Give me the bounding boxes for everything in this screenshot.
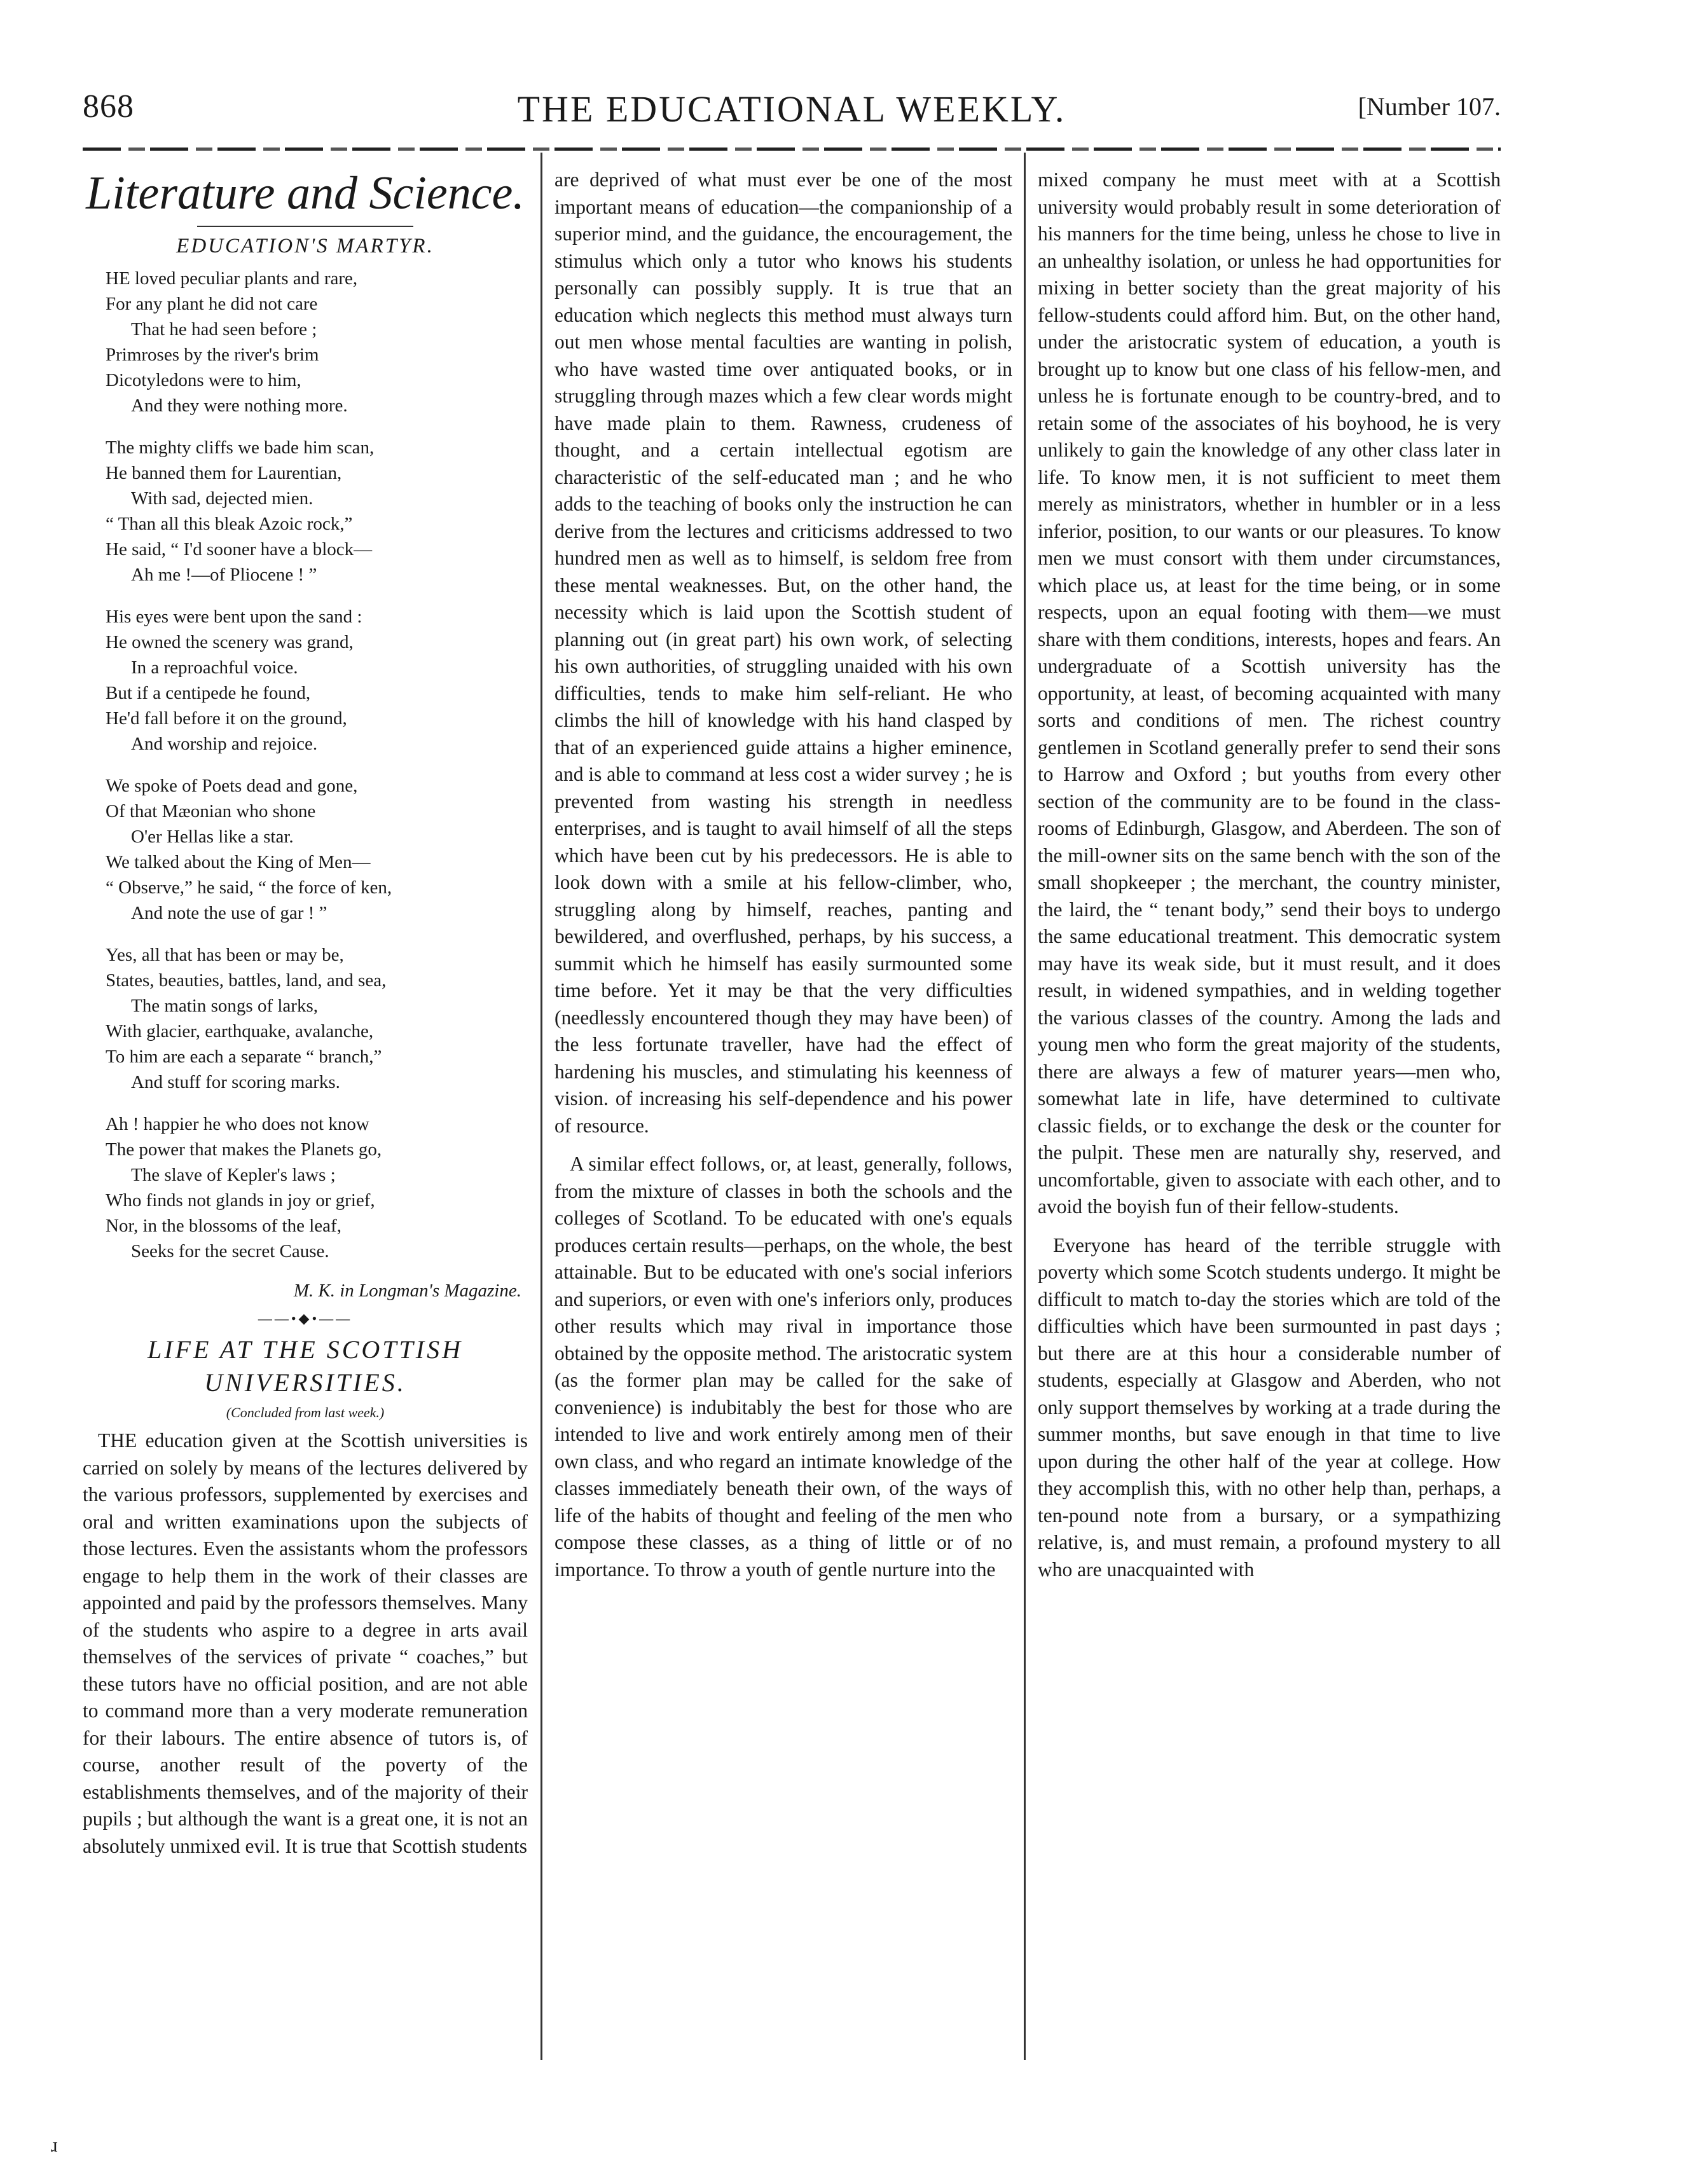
poem-line: “ Than all this bleak Azoic rock,” [106, 514, 353, 534]
section-title: Literature and Science. [86, 167, 525, 219]
ornament-divider: ——•◆•—— [258, 1310, 353, 1326]
poem-line: He said, “ I'd sooner have a block— [106, 539, 373, 560]
page-number: 868 [83, 88, 134, 125]
poem-line: He banned them for Laurentian, [106, 463, 342, 483]
column-2 [554, 167, 1012, 2068]
article-paragraph: Everyone has heard of the terrible struggle with poverty which some Scotch students undergo. It might be difficult to match to-day the stories which are told of the difficulties which have been surmounted in past days ; but there are at this hour a considerable number of students, especially at Glasgow and Aberden, who not only support themselves by working at a trade during the summer months, but save enough in that time to live upon during the other half of the year at college. How they accomplish this, with no other help than, perhaps, a ten-pound note from a bursary, or a sympathizing relative, is, and must remain, a profound mystery to all who are unacquainted with [1038, 1233, 1501, 1581]
poem-line: “ Observe,” he said, “ the force of ken, [106, 877, 392, 898]
poem-line: Primroses by the river's brim [106, 345, 319, 365]
poem-line: And note the use of gar ! ” [131, 903, 327, 923]
poem-line: Of that Mæonian who shone [106, 801, 316, 821]
poem-line: That he had seen before ; [131, 319, 317, 340]
poem-line: He'd fall before it on the ground, [106, 708, 347, 729]
poem-stanza [106, 942, 528, 1095]
poem-title: EDUCATION'S MARTYR. [176, 235, 434, 258]
issue-number: [Number 107. [1358, 92, 1501, 121]
article-paragraph: A similar effect follows, or, at least, generally, follows, from the mixture of classes in both the schools and the colleges of Scotland. To be educated with one's equals produces certain results—perhaps, on the whole, the best attainable. But to be educated with one's social inferiors and superiors, or even with one's inferiors only, produces other results which may rival in importance those obtained by the opposite method. The aristocratic system (as the former plan may be called for the sake of convenience) is indubitably the best for those who are intended to live and work entirely among men of their own class, and who regard an intimate knowledge of the classes immediately beneath their own, of the ways of life of the habits of thought and feeling of the men who compose these classes, as a thing of little or of no importance. To throw a youth of gentle nurture into the [554, 1153, 1012, 1581]
column-divider [1024, 153, 1026, 2060]
poem-line: We spoke of Poets dead and gone, [106, 776, 358, 796]
poem-line: Nor, in the blossoms of the leaf, [106, 1216, 341, 1236]
poem-line: Ah ! happier he who does not know [106, 1114, 369, 1134]
poem-line: O'er Hellas like a star. [131, 827, 294, 847]
poem-line: But if a centipede he found, [106, 683, 311, 703]
poem-line: For any plant he did not care [106, 294, 318, 314]
column-3 [1038, 167, 1501, 2068]
poem-line: The mighty cliffs we bade him scan, [106, 437, 375, 458]
poem-line: And they were nothing more. [131, 395, 348, 416]
journal-title: THE EDUCATIONAL WEEKLY. [517, 88, 1066, 130]
stray-mark: ɹ [51, 2133, 58, 2156]
poem-stanza [106, 266, 528, 418]
article-paragraph: THE education given at the Scottish universities is carried on solely by means of the lectures delivered by the various professors, supplemented by exercises and oral and written examinations upon the subjects of those lectures. Even the assistants whom the professors engage to help them in the work of their classes are appointed and paid by the professors themselves. Many of the students who aspire to a degree in arts avail themselves of the services of private “ coaches,” but these tutors have no official position, and are not able to command more than a very moderate remuneration for their labours. The entire absence of tutors is, of course, another result of the poverty of the establishments themselves, and of the majority of their pupils ; but although the want is a great one, it is not an absolutely unmixed evil. It is true that Scottish students [83, 1429, 528, 1857]
column-1 [83, 167, 528, 2068]
page-header [83, 88, 1501, 139]
poem-line: Dicotyledons were to him, [106, 370, 301, 390]
poem-attribution: M. K. in Longman's Magazine. [293, 1281, 521, 1301]
poem-line: HE loved peculiar plants and rare, [106, 268, 358, 289]
poem-line: The matin songs of larks, [131, 996, 318, 1016]
poem-line: The power that makes the Planets go, [106, 1139, 382, 1160]
poem-line: Seeks for the secret Cause. [131, 1241, 329, 1261]
poem-line: With glacier, earthquake, avalanche, [106, 1021, 374, 1041]
poem-line: To him are each a separate “ branch,” [106, 1047, 382, 1067]
column-divider [541, 153, 542, 2060]
poem-line: The slave of Kepler's laws ; [131, 1165, 336, 1185]
poem-line: Who finds not glands in joy or grief, [106, 1190, 375, 1211]
poem-line: In a reproachful voice. [131, 657, 298, 678]
article-paragraph: mixed company he must meet with at a Scottish university would probably result in some deterioration of his manners for the time being, unless he chose to live in an unhealthy isolation, or unless he had opportunities for mixing in better society than the great majority of his fellow-students could afford him. But, on the other hand, under the aristocratic system of education, a youth is brought up to know but one class of his fellow-men, and unless he is fortunate enough to be country-bred, and to retain some of the associates of his boyhood, he is very unlikely to gain the knowledge of any other class later in life. To know men, it is not sufficient to meet them merely as ministrators, whether in humbler or in a less inferior, position, to our wants or our pleasures. To know men we must consort with them under circumstances, which place us, at least for the time being, or in some respects, upon an equal footing with them—we must share with them conditions, interests, hopes and fears. An undergraduate of a Scottish university has the opportunity, at least, of becoming acquainted with many sorts and conditions of men. The richest country gentlemen in Scotland generally prefer to send their sons to Harrow and Oxford ; but youths from every other section of the community are to be found in the class-rooms of Edinburgh, Glasgow, and Aberdeen. The son of the mill-owner sits on the same bench with the son of the small shopkeeper ; the merchant, the country minister, the laird, the “ tenant body,” send their boys to undergo the same educational treatment. This democratic system may have its weak side, but it must result, and it does result, in widened sympathies, and in welding together the various classes of the country. Among the lads and young men who form the great majority of the students, there are always a few of maturer years—men who, somewhat late in life, have determined to cultivate classic fields, or to exchange the desk or the counter for the pulpit. These men are naturally shy, reserved, and uncomfortable, given to associate with each other, and to avoid the boyish fun of their fellow-students. [1038, 168, 1501, 1218]
poem-line: Yes, all that has been or may be, [106, 945, 344, 965]
poem-line: His eyes were bent upon the sand : [106, 607, 362, 627]
poem-stanza [106, 773, 528, 926]
poem-line: We talked about the King of Men— [106, 852, 371, 872]
article-title: LIFE AT THE SCOTTISH UNIVERSITIES. [147, 1335, 463, 1397]
section-rule [197, 226, 413, 227]
poem-line: Ah me !—of Pliocene ! ” [131, 565, 317, 585]
poem-stanza [106, 435, 528, 587]
poem-stanza [106, 604, 528, 757]
poem-line: He owned the scenery was grand, [106, 632, 354, 652]
poem-stanza [106, 1111, 528, 1264]
article-paragraph: are deprived of what must ever be one of the most important means of education—the companionship of a superior mind, and the guidance, the encouragement, the stimulus which only a tutor who knows his students personally can possibly supply. It is true that an education which neglects this method must always turn out men whose mental faculties are wanting in polish, who have wasted time over antiquated books, or in struggling through mazes which a few clear words might have made plain to them. Rawness, crudeness of thought, and a certain intellectual egotism are characteristic of the self-educated man ; and he who adds to the teaching of books only the instruction he can derive from the lectures and criticisms addressed to two hundred men as well as to himself, is seldom free from these mental weaknesses. But, on the other hand, the necessity which is laid upon the Scottish student of planning out (in great part) his own work, of selecting his own authorities, of struggling unaided with his own difficulties, tends to make him self-reliant. He who climbs the hill of knowledge with his hand clasped by that of an experienced guide attains a higher eminence, and is able to command at less cost a wider survey ; he is prevented from wasting his strength in needless enterprises, and is taught to avail himself of all the steps which have been cut by his predecessors. He is able to look down with a smile at his fellow-climber, who, struggling along by himself, reaches, panting and bewildered, and overflushed, perhaps, by his success, a summit which he himself has easily surmounted some time before. Yet it may be that the very difficulties (needlessly encountered though they may have been) of the less fortunate traveller, have had the effect of hardening his muscles, and stimulating his keenness of vision. of increasing his self-dependence and his power of resource. [554, 168, 1012, 1137]
poem-line: States, beauties, battles, land, and sea, [106, 970, 387, 991]
article-note: (Concluded from last week.) [226, 1404, 385, 1420]
poem-line: And worship and rejoice. [131, 734, 318, 754]
header-rule [83, 148, 1501, 151]
poem-line: And stuff for scoring marks. [131, 1072, 340, 1092]
poem-line: With sad, dejected mien. [131, 488, 313, 509]
